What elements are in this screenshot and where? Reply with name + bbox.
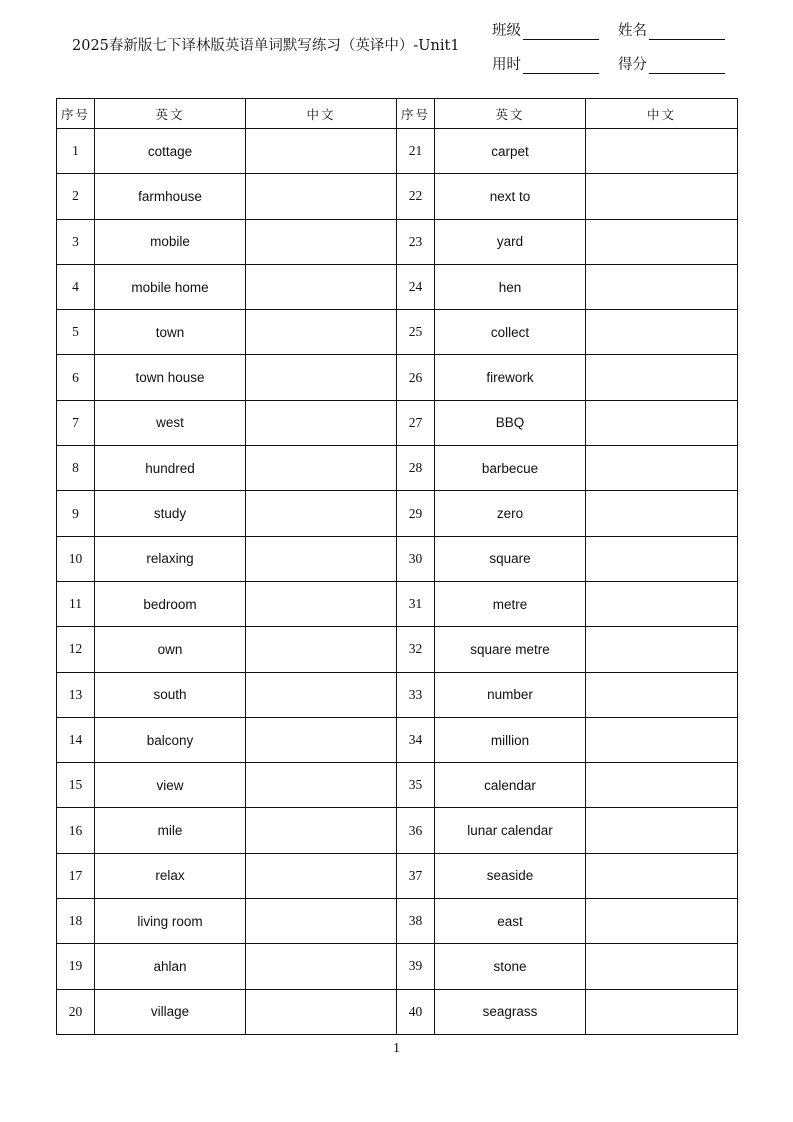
chinese-answer-cell[interactable] <box>246 219 397 264</box>
table-header-row <box>57 99 738 129</box>
english-word: carpet <box>435 129 586 174</box>
table-row <box>57 808 738 853</box>
word-number: 38 <box>397 899 435 944</box>
header-english: 英文 <box>95 99 246 129</box>
chinese-answer-cell[interactable] <box>586 491 738 536</box>
chinese-answer-cell[interactable] <box>246 491 397 536</box>
english-word: lunar calendar <box>435 808 586 853</box>
english-word: bedroom <box>95 581 246 626</box>
vocabulary-table <box>56 98 738 1035</box>
word-number: 8 <box>57 446 95 491</box>
english-word: hundred <box>95 446 246 491</box>
chinese-answer-cell[interactable] <box>246 174 397 219</box>
english-word: town house <box>95 355 246 400</box>
english-word: mobile home <box>95 264 246 309</box>
english-word: living room <box>95 899 246 944</box>
english-word: yard <box>435 219 586 264</box>
word-number: 1 <box>57 129 95 174</box>
chinese-answer-cell[interactable] <box>586 899 738 944</box>
english-word: south <box>95 672 246 717</box>
word-number: 33 <box>397 672 435 717</box>
word-number: 12 <box>57 627 95 672</box>
chinese-answer-cell[interactable] <box>246 853 397 898</box>
english-word: study <box>95 491 246 536</box>
word-number: 28 <box>397 446 435 491</box>
word-number: 26 <box>397 355 435 400</box>
table-row <box>57 763 738 808</box>
chinese-answer-cell[interactable] <box>586 446 738 491</box>
word-number: 18 <box>57 899 95 944</box>
english-word: mobile <box>95 219 246 264</box>
page-title: 2025春新版七下译林版英语单词默写练习（英译中）-Unit1 <box>72 38 460 54</box>
english-word: stone <box>435 944 586 989</box>
english-word: seagrass <box>435 989 586 1034</box>
chinese-answer-cell[interactable] <box>586 763 738 808</box>
time-blank[interactable] <box>523 59 599 74</box>
word-number: 11 <box>57 581 95 626</box>
english-word: zero <box>435 491 586 536</box>
table-row <box>57 219 738 264</box>
word-number: 30 <box>397 536 435 581</box>
word-number: 23 <box>397 219 435 264</box>
table-row <box>57 264 738 309</box>
table-row <box>57 853 738 898</box>
chinese-answer-cell[interactable] <box>586 400 738 445</box>
score-blank[interactable] <box>649 59 725 74</box>
chinese-answer-cell[interactable] <box>586 264 738 309</box>
english-word: firework <box>435 355 586 400</box>
table-row <box>57 446 738 491</box>
english-word: square <box>435 536 586 581</box>
english-word: cottage <box>95 129 246 174</box>
header-number: 序号 <box>57 99 95 129</box>
name-field <box>618 19 725 40</box>
word-number: 29 <box>397 491 435 536</box>
word-number: 25 <box>397 310 435 355</box>
word-number: 20 <box>57 989 95 1034</box>
word-number: 21 <box>397 129 435 174</box>
chinese-answer-cell[interactable] <box>246 808 397 853</box>
chinese-answer-cell[interactable] <box>246 536 397 581</box>
english-word: number <box>435 672 586 717</box>
word-number: 3 <box>57 219 95 264</box>
chinese-answer-cell[interactable] <box>586 944 738 989</box>
chinese-answer-cell[interactable] <box>586 129 738 174</box>
word-number: 17 <box>57 853 95 898</box>
english-word: mile <box>95 808 246 853</box>
score-field <box>618 53 725 74</box>
word-number: 15 <box>57 763 95 808</box>
class-field <box>492 19 599 40</box>
chinese-answer-cell[interactable] <box>246 763 397 808</box>
word-number: 10 <box>57 536 95 581</box>
chinese-answer-cell[interactable] <box>586 581 738 626</box>
table-row <box>57 627 738 672</box>
table-row <box>57 174 738 219</box>
table-row <box>57 400 738 445</box>
header-number: 序号 <box>397 99 435 129</box>
english-word: square metre <box>435 627 586 672</box>
english-word: balcony <box>95 717 246 762</box>
chinese-answer-cell[interactable] <box>586 627 738 672</box>
name-blank[interactable] <box>649 25 725 40</box>
english-word: town <box>95 310 246 355</box>
english-word: east <box>435 899 586 944</box>
chinese-answer-cell[interactable] <box>586 310 738 355</box>
word-number: 6 <box>57 355 95 400</box>
word-number: 9 <box>57 491 95 536</box>
word-number: 36 <box>397 808 435 853</box>
table-row <box>57 899 738 944</box>
chinese-answer-cell[interactable] <box>586 355 738 400</box>
word-number: 19 <box>57 944 95 989</box>
chinese-answer-cell[interactable] <box>586 536 738 581</box>
word-number: 24 <box>397 264 435 309</box>
word-number: 31 <box>397 581 435 626</box>
english-word: BBQ <box>435 400 586 445</box>
chinese-answer-cell[interactable] <box>246 944 397 989</box>
chinese-answer-cell[interactable] <box>246 355 397 400</box>
english-word: relax <box>95 853 246 898</box>
header-english: 英文 <box>435 99 586 129</box>
word-number: 39 <box>397 944 435 989</box>
chinese-answer-cell[interactable] <box>246 899 397 944</box>
name-label: 姓名 <box>618 23 647 39</box>
class-blank[interactable] <box>523 25 599 40</box>
chinese-answer-cell[interactable] <box>586 672 738 717</box>
table-body <box>57 129 738 1035</box>
table-row <box>57 310 738 355</box>
header-chinese: 中文 <box>246 99 397 129</box>
word-number: 4 <box>57 264 95 309</box>
table-row <box>57 536 738 581</box>
time-field <box>492 53 599 74</box>
english-word: view <box>95 763 246 808</box>
page-number: 1 <box>393 1041 400 1056</box>
word-number: 7 <box>57 400 95 445</box>
word-number: 22 <box>397 174 435 219</box>
english-word: farmhouse <box>95 174 246 219</box>
word-number: 14 <box>57 717 95 762</box>
english-word: ahlan <box>95 944 246 989</box>
english-word: own <box>95 627 246 672</box>
chinese-answer-cell[interactable] <box>246 581 397 626</box>
english-word: west <box>95 400 246 445</box>
chinese-answer-cell[interactable] <box>246 400 397 445</box>
english-word: million <box>435 717 586 762</box>
table-row <box>57 672 738 717</box>
table-row <box>57 944 738 989</box>
class-label: 班级 <box>492 23 521 39</box>
english-word: barbecue <box>435 446 586 491</box>
table-row <box>57 717 738 762</box>
english-word: village <box>95 989 246 1034</box>
word-number: 34 <box>397 717 435 762</box>
chinese-answer-cell[interactable] <box>246 129 397 174</box>
chinese-answer-cell[interactable] <box>586 717 738 762</box>
time-label: 用时 <box>492 57 521 73</box>
chinese-answer-cell[interactable] <box>246 989 397 1034</box>
chinese-answer-cell[interactable] <box>586 219 738 264</box>
english-word: hen <box>435 264 586 309</box>
word-number: 37 <box>397 853 435 898</box>
english-word: seaside <box>435 853 586 898</box>
word-number: 13 <box>57 672 95 717</box>
chinese-answer-cell[interactable] <box>246 446 397 491</box>
chinese-answer-cell[interactable] <box>586 174 738 219</box>
chinese-answer-cell[interactable] <box>246 264 397 309</box>
word-number: 5 <box>57 310 95 355</box>
chinese-answer-cell[interactable] <box>246 310 397 355</box>
english-word: next to <box>435 174 586 219</box>
header-chinese: 中文 <box>586 99 738 129</box>
word-number: 32 <box>397 627 435 672</box>
english-word: relaxing <box>95 536 246 581</box>
word-number: 16 <box>57 808 95 853</box>
chinese-answer-cell[interactable] <box>246 672 397 717</box>
english-word: calendar <box>435 763 586 808</box>
english-word: metre <box>435 581 586 626</box>
table-row <box>57 129 738 174</box>
word-number: 27 <box>397 400 435 445</box>
chinese-answer-cell[interactable] <box>586 808 738 853</box>
chinese-answer-cell[interactable] <box>586 853 738 898</box>
word-number: 35 <box>397 763 435 808</box>
table-row <box>57 355 738 400</box>
chinese-answer-cell[interactable] <box>246 717 397 762</box>
word-number: 40 <box>397 989 435 1034</box>
chinese-answer-cell[interactable] <box>246 627 397 672</box>
table-row <box>57 491 738 536</box>
table-row <box>57 581 738 626</box>
table-row <box>57 989 738 1034</box>
word-number: 2 <box>57 174 95 219</box>
english-word: collect <box>435 310 586 355</box>
chinese-answer-cell[interactable] <box>586 989 738 1034</box>
score-label: 得分 <box>618 57 647 73</box>
